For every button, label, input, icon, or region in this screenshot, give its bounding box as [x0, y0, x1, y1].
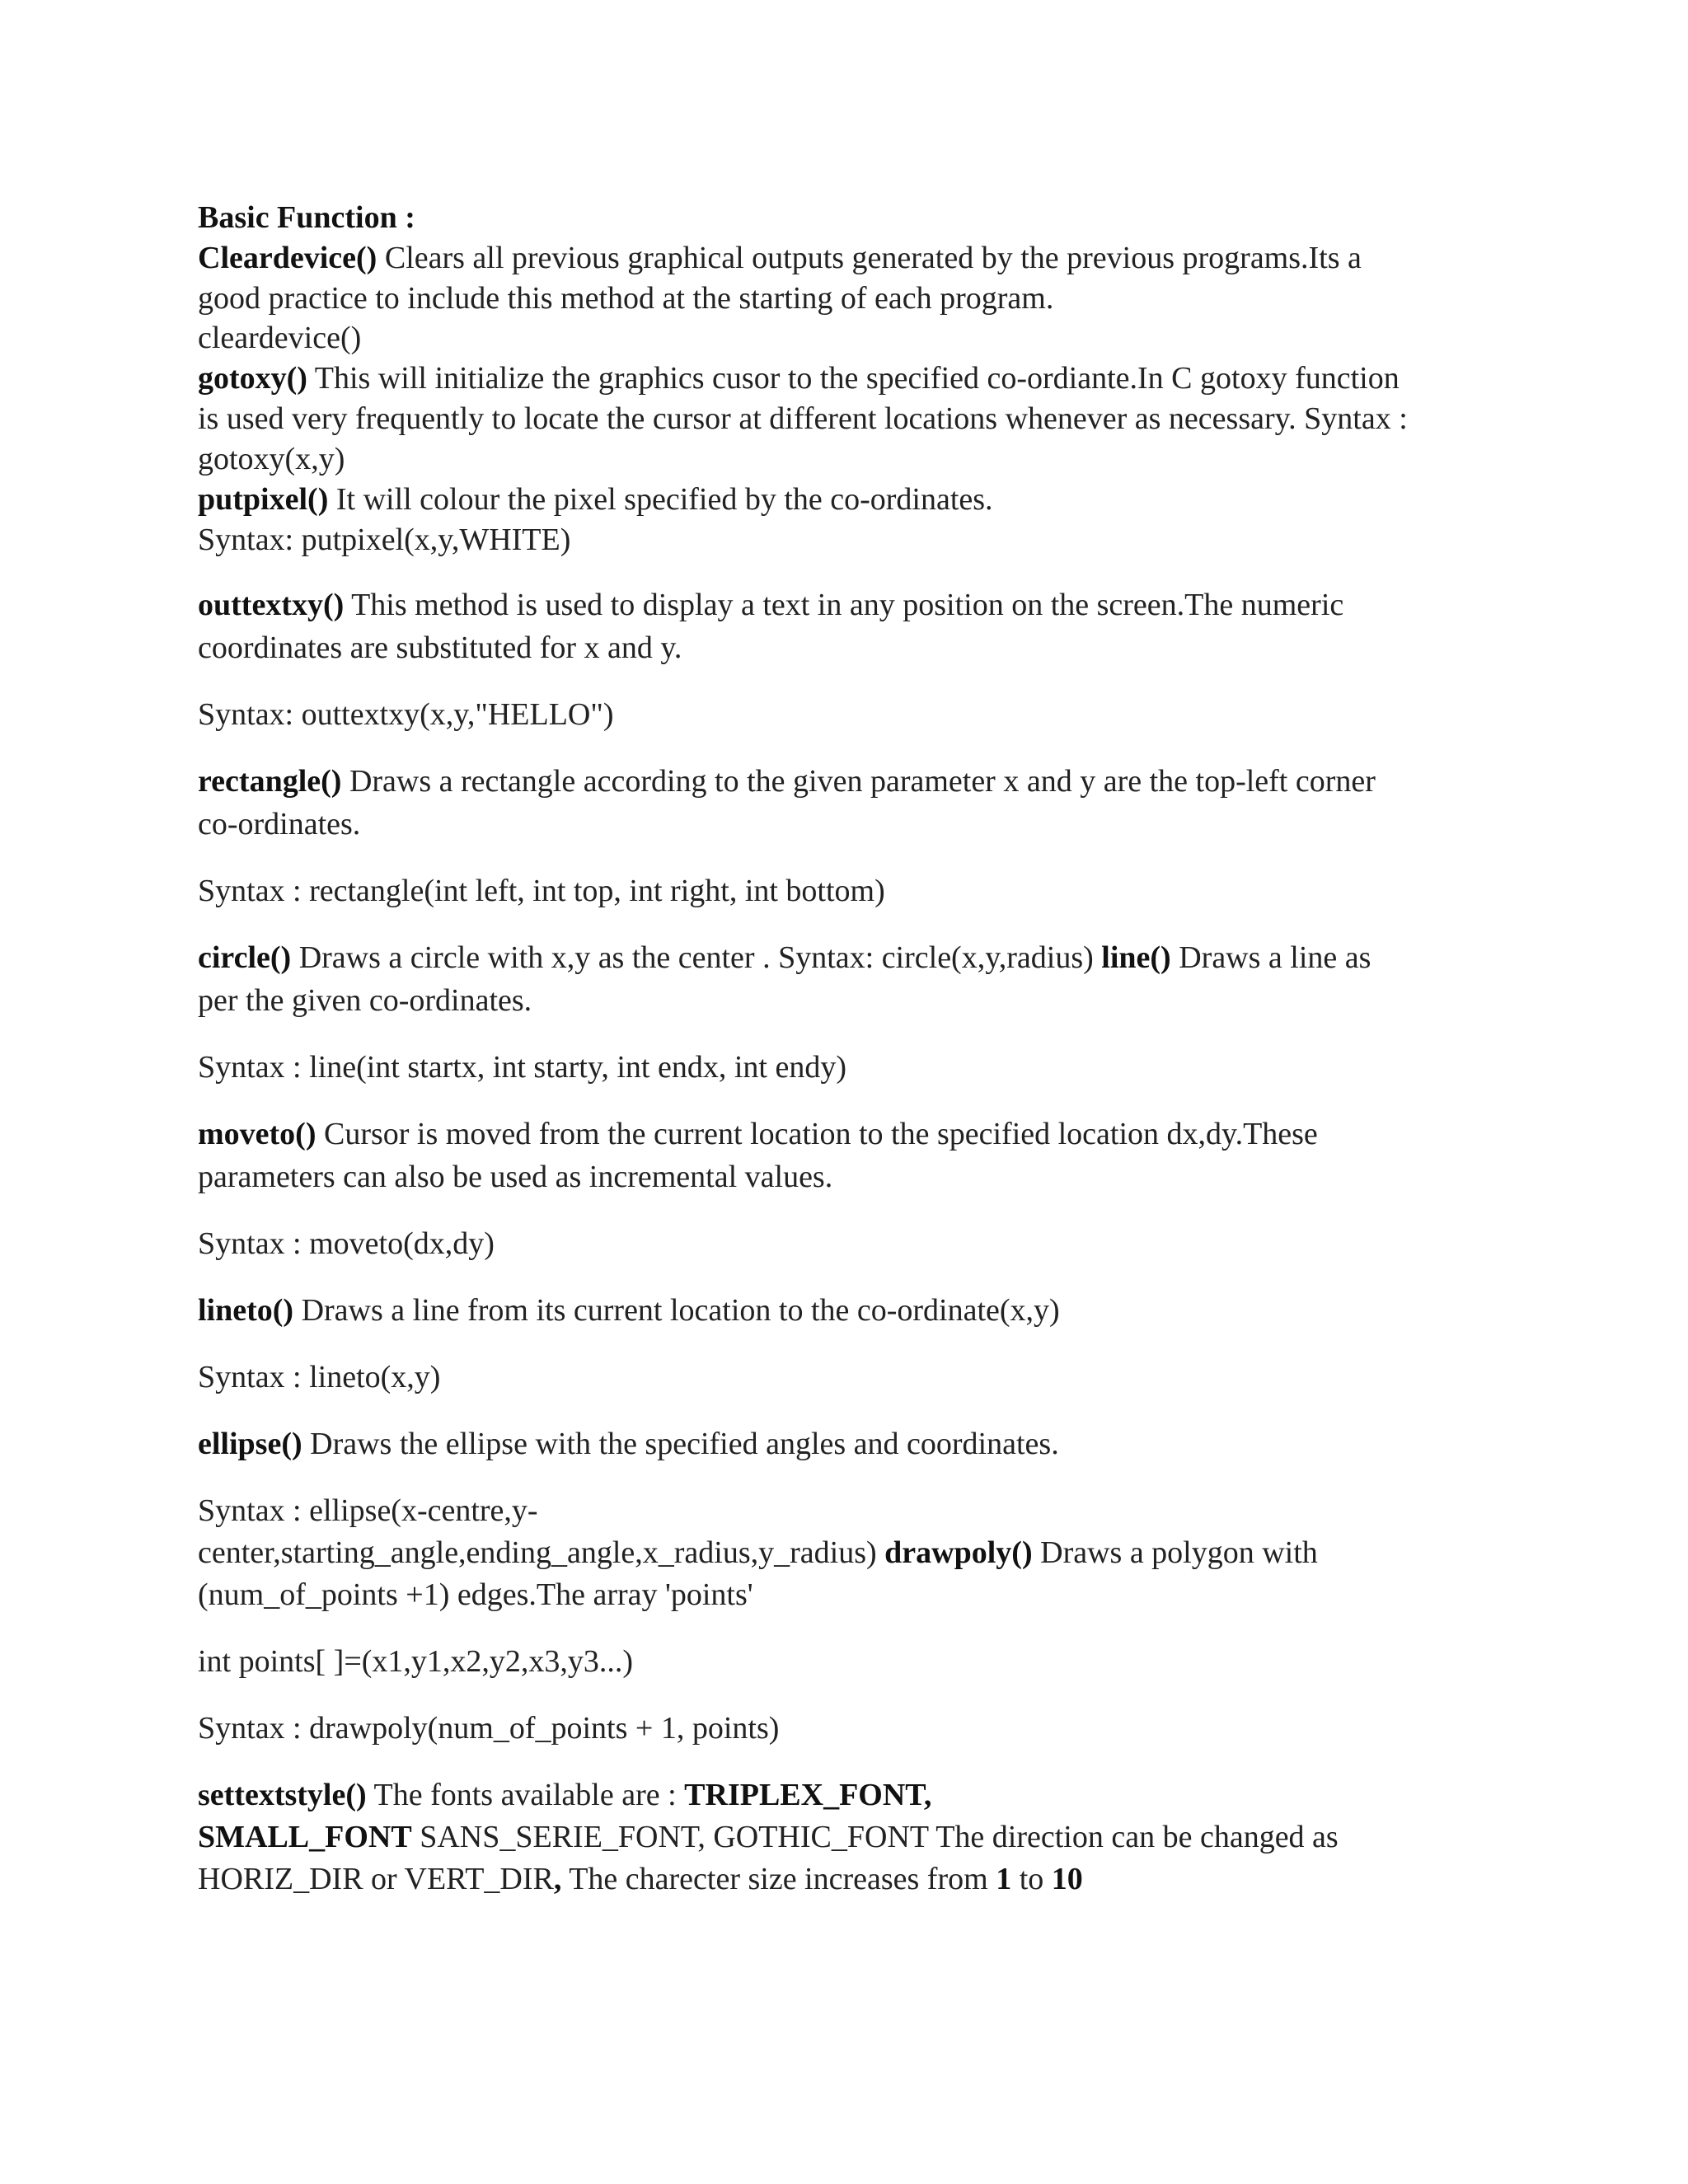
circle-name: circle() [198, 940, 292, 975]
size-to: to [1011, 1862, 1052, 1896]
putpixel-syntax: Syntax: putpixel(x,y,WHITE) [198, 523, 571, 557]
drawpoly-name: drawpoly() [884, 1535, 1033, 1570]
moveto-line-1 [198, 1114, 1318, 1154]
ellipse-desc-1: Draws the ellipse with the specified angles and coordinates. [302, 1427, 1059, 1461]
direction-comma: , [553, 1862, 562, 1896]
size-desc: The charecter size increases from [561, 1862, 996, 1896]
font-small: SMALL_FONT [198, 1820, 412, 1854]
direction-values: HORIZ_DIR or VERT_DIR [198, 1862, 554, 1896]
circle-desc-1: Draws a circle with x,y as the center . Syntax: circle(x,y,radius) [291, 940, 1102, 975]
heading: Basic Function : [198, 200, 415, 235]
size-min: 1 [996, 1862, 1012, 1896]
moveto-name: moveto() [198, 1117, 316, 1151]
putpixel-name: putpixel() [198, 482, 329, 517]
rectangle-line-1 [198, 762, 1376, 801]
font-triplex: TRIPLEX_FONT, [684, 1778, 932, 1812]
outtextxy-desc-1: This method is used to display a text in any position on the screen.The numeric [344, 588, 1344, 622]
lineto-desc-1: Draws a line from its current location to the co-ordinate(x,y) [293, 1293, 1060, 1328]
putpixel-desc-1: It will colour the pixel specified by the co-ordinates. [328, 482, 993, 517]
settextstyle-line-1 [198, 1775, 931, 1815]
cleardevice-name: Cleardevice() [198, 241, 377, 275]
outtextxy-desc-2: coordinates are substituted for x and y. [198, 630, 682, 665]
ellipse-syntax-2 [198, 1533, 1318, 1572]
line-syntax: Syntax : line(int startx, int starty, int endx, int endy) [198, 1050, 846, 1085]
gotoxy-name: gotoxy() [198, 361, 307, 396]
line-desc-1: Draws a line as [1170, 940, 1372, 975]
line-name: line() [1101, 940, 1171, 975]
lineto-name: lineto() [198, 1293, 294, 1328]
putpixel-line-1 [198, 480, 993, 519]
cleardevice-syntax: cleardevice() [198, 321, 362, 355]
size-max: 10 [1051, 1862, 1083, 1896]
rectangle-desc-2: co-ordinates. [198, 807, 361, 841]
settextstyle-desc-1: The fonts available are : [366, 1778, 685, 1812]
drawpoly-desc-1: Draws a polygon with [1032, 1535, 1318, 1570]
outtextxy-line-1 [198, 585, 1343, 625]
settextstyle-desc-2: SANS_SERIE_FONT, GOTHIC_FONT The direction can be changed as [411, 1820, 1339, 1854]
lineto-syntax: Syntax : lineto(x,y) [198, 1360, 441, 1394]
ellipse-syntax-1: Syntax : ellipse(x-centre,y- [198, 1493, 538, 1528]
lineto-line-1 [198, 1291, 1060, 1330]
rectangle-desc-1: Draws a rectangle according to the given parameter x and y are the top-left corner [341, 764, 1376, 799]
settextstyle-line-2 [198, 1817, 1339, 1857]
gotoxy-desc-3: gotoxy(x,y) [198, 442, 345, 476]
ellipse-name: ellipse() [198, 1427, 302, 1461]
circle-line-1 [198, 938, 1371, 977]
settextstyle-line-3 [198, 1859, 1083, 1899]
cleardevice-desc-2: good practice to include this method at the starting of each program. [198, 281, 1054, 316]
moveto-syntax: Syntax : moveto(dx,dy) [198, 1226, 495, 1261]
cleardevice-line-1 [198, 238, 1362, 278]
ellipse-syntax-params: center,starting_angle,ending_angle,x_radius,y_radius) [198, 1535, 885, 1570]
line-desc-2: per the given co-ordinates. [198, 983, 532, 1018]
drawpoly-desc-2: (num_of_points +1) edges.The array 'points' [198, 1577, 753, 1612]
ellipse-line-1 [198, 1424, 1059, 1464]
gotoxy-desc-1: This will initialize the graphics cusor to the specified co-ordiante.In C gotoxy function [307, 361, 1400, 396]
settextstyle-name: settextstyle() [198, 1778, 367, 1812]
cleardevice-desc-1: Clears all previous graphical outputs generated by the previous programs.Its a [377, 241, 1362, 275]
points-array: int points[ ]=(x1,y1,x2,y2,x3,y3...) [198, 1644, 634, 1679]
outtextxy-syntax: Syntax: outtextxy(x,y,"HELLO") [198, 697, 614, 732]
outtextxy-name: outtextxy() [198, 588, 345, 622]
gotoxy-desc-2: is used very frequently to locate the cursor at different locations whenever as necessary. Syntax : [198, 401, 1408, 436]
rectangle-syntax: Syntax : rectangle(int left, int top, int right, int bottom) [198, 874, 885, 908]
rectangle-name: rectangle() [198, 764, 342, 799]
moveto-desc-1: Cursor is moved from the current location to the specified location dx,dy.These [316, 1117, 1318, 1151]
moveto-desc-2: parameters can also be used as incremental values. [198, 1160, 833, 1194]
drawpoly-syntax: Syntax : drawpoly(num_of_points + 1, points) [198, 1711, 780, 1746]
gotoxy-line-1 [198, 359, 1400, 398]
